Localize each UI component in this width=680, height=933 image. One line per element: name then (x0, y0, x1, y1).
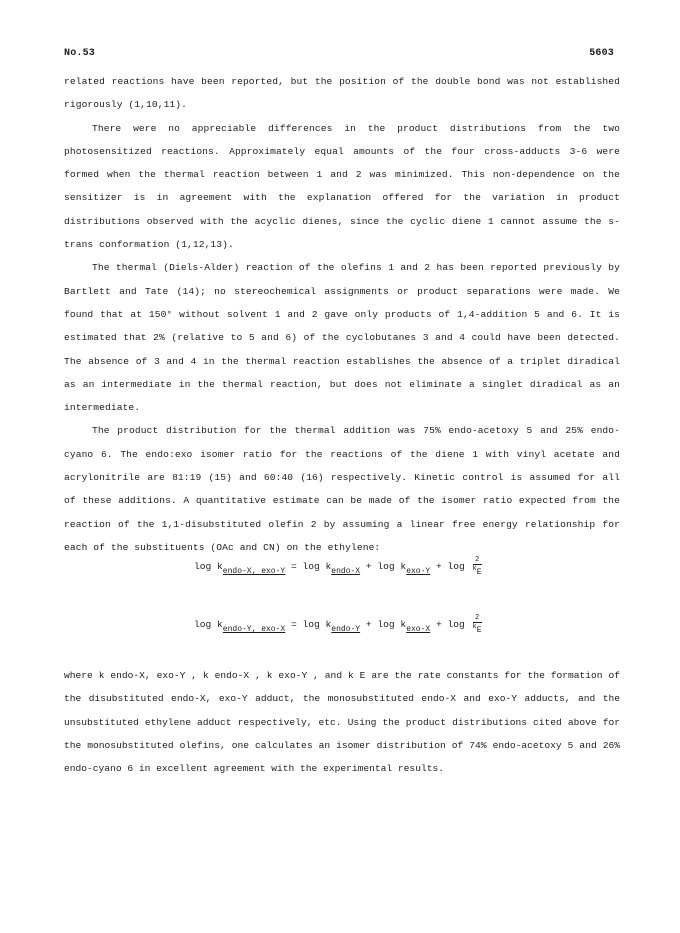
paragraph-3: The thermal (Diels-Alder) reaction of the olefins 1 and 2 has been reported previously by Bartlett and Tate (14); no stereochemical assignments or product separations were made. We found that at 150° without solvent 1 and 2 gave only products of 1,4-addition 5 and 6. It is estimated that 2% (relative to 5 and 6) of the cyclobutanes 3 and 4 could have been detected. The absence of 3 and 4 in the thermal reaction establishes the absence of a triplet diradical as an intermediate in the thermal reaction, but does not eliminate a singlet diradical as an intermediate. (64, 262, 620, 414)
paragraph-1: related reactions have been reported, but the position of the double bond was not established rigorously (1,10,11). (64, 76, 620, 111)
journal-issue: No.53 (64, 48, 96, 59)
fraction: $\frac{2}{k_E}$ (472, 614, 482, 635)
paragraph-4: The product distribution for the thermal addition was 75% endo-acetoxy 5 and 25% endo-cyano 6. The endo:exo isomer ratio for the reactions of the diene 1 with vinyl acetate and acrylonitrile are 81:19 (15) and 60:40 (16) respectively. Kinetic control is assumed for all of these additions. A quantitative estimate can be made of the isomer ratio expected from the reaction of the 1,1-disubstituted olefin 2 by assuming a linear free energy relationship for each of the substituents (OAc and CN) on the ethylene: (64, 425, 620, 553)
paragraph-2: There were no appreciable differences in the product distributions from the two photosensitized reactions. Approximately equal amounts of the four cross-adducts 3-6 were formed when the thermal reaction between 1 and 2 was minimized. This non-dependence on the sensitizer is in agreement with the explanation offered for the variation in product distributions observed with the acyclic dienes, since the cyclic diene 1 cannot assume the s-trans conformation (1,12,13). (64, 122, 620, 251)
closing-text (64, 664, 620, 780)
body-text (64, 70, 620, 559)
fraction: $\frac{2}{k_E}$ (472, 556, 482, 577)
paragraph-5: where k endo-X, exo-Y , k endo-X , k exo-Y , and k E are the rate constants for the formation of the disubstituted endo-X, exo-Y adduct, the monosubstituted endo-X and exo-Y adducts, and the unsubstituted ethylene adduct respectively, etc. Using the product distributions cited above for the monosubstituted olefins, one calculates an isomer distribution of 74% endo-acetoxy 5 and 26% endo-cyano 6 in excellent agreement with the experimental results. (64, 670, 620, 775)
equation-1: $\log k_{endo-X, exo-Y} = \log k_{endo-X} + \log k_{exo-Y} + \log$ $\frac{2}{k_E}$ (194, 556, 482, 577)
page-number: 5603 (589, 48, 614, 59)
equation-2: $\log k_{endo-Y, exo-X} = \log k_{endo-Y} + \log k_{exo-X} + \log$ $\frac{2}{k_E}$ (194, 614, 482, 635)
